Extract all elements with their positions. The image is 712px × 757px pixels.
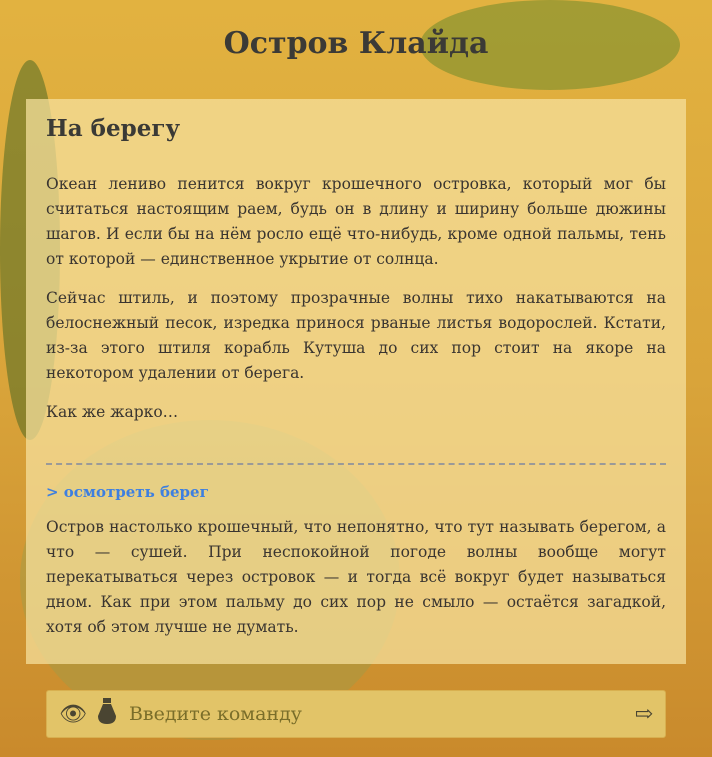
divider (46, 463, 666, 465)
room-paragraph: Сейчас штиль, и поэтому прозрачные волны тихо накатываются на белоснежный песок, изредка принося рваные листья водорослей. Кстати, из-за этого штиля корабль Кутуша до сих пор стоит на якоре на некотором удалении от берега. (46, 289, 666, 382)
story-panel (26, 99, 686, 664)
command-input[interactable] (127, 702, 635, 726)
command-bar (46, 690, 666, 738)
room-paragraph: Океан лениво пенится вокруг крошечного островка, который мог бы считаться настоящим раем, будь он в длину и ширину больше дюжины шагов. И если бы на нём росло ещё что-нибудь, кроме одной пальмы, тень от которой — единственное укрытие от солнца. (46, 175, 666, 268)
room-paragraph: Как же жарко… (46, 403, 179, 421)
bag-icon[interactable] (97, 698, 117, 730)
room-heading: На берегу (46, 115, 181, 142)
game-title: Остров Клайда (223, 26, 489, 61)
eye-icon[interactable]: 👁 (59, 701, 87, 727)
arrow-right-icon[interactable]: ⇨ (634, 701, 653, 727)
response-paragraph: Остров настолько крошечный, что непонятно, что тут называть берегом, а что — сушей. При неспокойной погоде волны вообще могут перекатываться через островок — и тогда всё вокруг будет называться дном. Как при этом пальму до сих пор не смыло — остаётся загадкой, хотя об этом лучше не думать. (46, 518, 666, 636)
previous-command: > осмотреть берег (46, 483, 209, 501)
